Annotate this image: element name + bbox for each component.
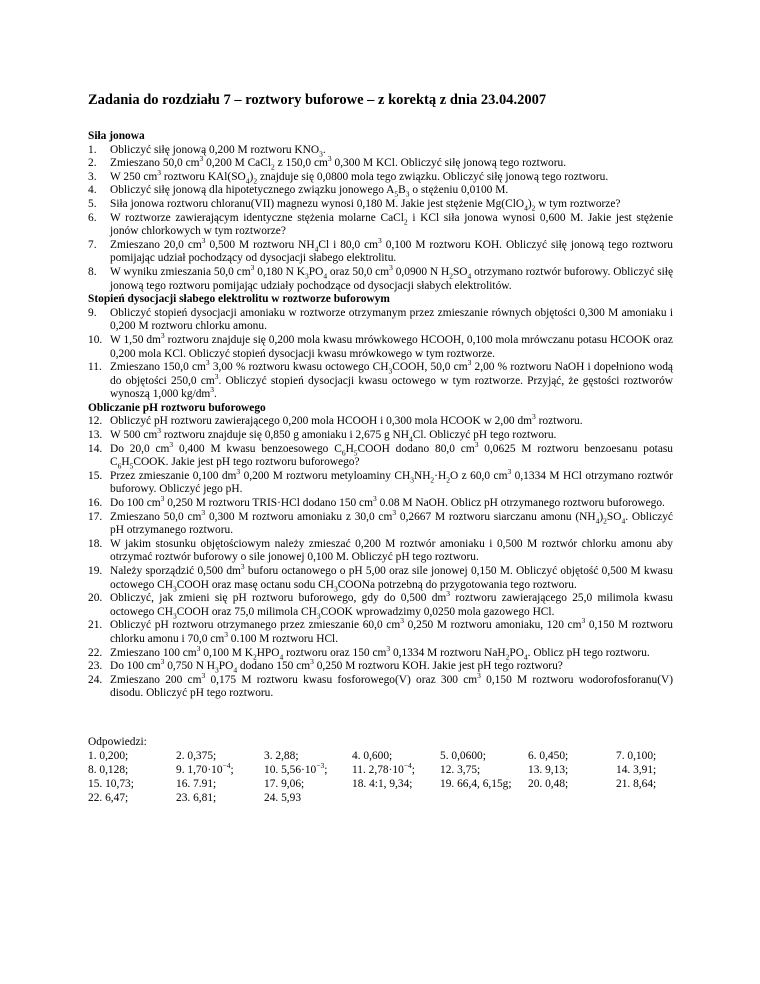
task-number: 13. — [88, 429, 103, 442]
task-item — [88, 198, 673, 212]
answer-item: 17. 9,06; — [264, 777, 305, 790]
task-text: Zmieszano 200 $cm^3$ 0,175 M roztworu kwasu fosforowego(V) oraz 300 $cm^3$ 0,150 M roztworu wodorofosforanu(V) disodu. Obliczyć pH tego roztworu. — [110, 670, 674, 700]
task-number: 14. — [88, 442, 103, 455]
task-number: 22. — [88, 646, 103, 659]
task-item — [88, 144, 673, 158]
answer-item: 22. 6,47; — [88, 791, 129, 804]
task-sections — [88, 130, 673, 701]
task-item — [88, 263, 674, 293]
task-number: 10. — [88, 333, 103, 346]
task-number: 11. — [88, 361, 102, 374]
task-number: 3. — [88, 170, 97, 183]
answer-item: 8. 0,128; — [88, 763, 129, 776]
task-text: W wyniku zmieszania 50,0 $cm^3$ 0,180 N $K_3PO_4$ oraz 50,0 $cm^3$ 0,0900 N $H_2SO_4$ otrzymano roztwór buforowy. Obliczyć siłę jonową tego roztworu pomijając udziały pochodzące od dysocjacji słabych elektrolitów. — [110, 263, 674, 292]
task-item — [88, 307, 673, 334]
task-number: 1. — [88, 143, 97, 156]
task-text: W 1,50 $dm^3$ roztworu znajduje się 0,200 mola kwasu mrówkowego HCOOH, 0,100 mola mrówczanu potasu HCOOK oraz 0,200 mola KCl. Obliczyć stopień dysocjacji kwasu mrówkowego w tym roztworze. — [110, 331, 673, 360]
task-text: Zmieszano 50,0 $cm^3$ 0,200 M CaCl$_2$ z 150,0 $cm^3$ 0,300 M KCl. Obliczyć siłę jonową tego roztworu. — [110, 154, 567, 172]
task-text: Należy sporządzić 0,500 $dm^3$ buforu octanowego o pH 5,00 oraz sile jonowej 0,150 M. Obliczyć objętość 0,500 M kwasu octowego $CH_3COOH$ oraz masę octanu sodu $CH_3COONa$ potrzebną do przygotowania tego roztworu. — [110, 562, 673, 593]
task-text: Przez zmieszanie 0,100 $dm^3$ 0,200 M roztworu metyloaminy $CH_3NH_2\cdot H_2O$ z 60,0 $cm^3$ 0,1334 M HCl otrzymano roztwór buforowy. Obliczyć jego pH. — [110, 467, 673, 496]
task-number: 12. — [88, 415, 103, 428]
task-item — [88, 184, 673, 198]
answer-item: 12. 3,75; — [440, 763, 481, 776]
task-item — [88, 643, 673, 661]
task-number: 4. — [88, 184, 97, 197]
task-text: W roztworze zawierającym identyczne stężenia molarne CaCl$_2$ i KCl siła jonowa wynosi 0,600 M. Jakie jest stężenie jonów chlorkowych w tym roztworze? — [110, 211, 673, 238]
answer-item: 4. 0,600; — [352, 749, 393, 762]
task-item — [88, 154, 673, 172]
task-item — [88, 331, 673, 361]
task-item — [88, 426, 673, 444]
task-text: W 500 $cm^3$ roztworu znajduje się 0,850 g amoniaku i 2,675 g $NH_4Cl$. Obliczyć pH tego roztworu. — [110, 426, 557, 444]
task-number: 21. — [88, 619, 103, 632]
task-number: 19. — [88, 565, 103, 577]
answer-item: 18. 4:1, 9,34; — [352, 777, 413, 790]
task-item — [88, 657, 673, 675]
task-item — [88, 538, 673, 565]
task-item — [88, 235, 673, 266]
task-number: 24. — [88, 673, 103, 686]
task-text: Zmieszano 150,0 $cm^3$ 3,00 % roztworu kwasu octowego $CH_3COOH$, 50,0 $cm^3$ 2,00 % roztworu NaOH i dopełniono wodą do objętości 250,0 $cm^3$. Obliczyć stopień dysocjacji kwasu octowego w tym roztworze. Przyjąć, że gęstości roztworów wynoszą 1,000 $kg/dm^3$. — [110, 358, 673, 401]
task-item — [88, 412, 673, 429]
answer-item: 19. 66,4, 6,15g; — [440, 777, 512, 790]
answer-item: 5. 0,0600; — [440, 749, 486, 762]
answer-item: 1. 0,200; — [88, 749, 129, 762]
task-item — [88, 439, 673, 471]
answer-item: 11. $2,78\cdot 10^{-4}$; — [352, 761, 415, 776]
task-number: 23. — [88, 660, 103, 673]
task-text: Zmieszano 50,0 $cm^3$ 0,300 M roztworu amoniaku z 30,0 $cm^3$ 0,2667 M roztworu siarczanu amonu $(NH_4)_2SO_4$. Obliczyć pH otrzymanego roztworu. — [110, 507, 673, 537]
task-item — [88, 616, 674, 646]
answer-item: 10. $5,56\cdot 10^{-3}$; — [264, 761, 328, 776]
section-heading: Obliczanie pH roztworu buforowego — [88, 401, 266, 414]
section-heading: Siła jonowa — [88, 130, 145, 142]
task-text: Obliczyć stopień dysocjacji amoniaku w roztworze otrzymanym przez zmieszanie równych objętości 0,300 M amoniaku i 0,200 M roztworu chlorku amonu. — [110, 306, 673, 333]
answer-item: 23. 6,81; — [176, 791, 217, 804]
answer-item: 3. 2,88; — [264, 749, 299, 762]
task-text: Obliczyć, jak zmieni się pH roztworu buforowego, gdy do 0,500 $dm^3$ roztworu zawierającego 25,0 milimola kwasu octowego $CH_3COOH$ oraz 75,0 milimola $CH_3COOK$ wprowadzimy 0,0250 mola gazowego HCl. — [110, 589, 674, 621]
task-text: Obliczyć pH roztworu zawierającego 0,200 mola HCOOH i 0,300 mola HCOOK w 2,00 $dm^3$ roztworu. — [110, 412, 583, 428]
section-heading: Stopień dysocjacji słabego elektrolitu w roztworze buforowym — [88, 293, 390, 306]
task-text: W jakim stosunku objętościowym należy zmieszać 0,200 M roztwór amoniaku i 0,500 M roztwór chlorku amonu aby otrzymać roztwór buforowy o sile jonowej 0,100 M. Obliczyć pH tego roztworu. — [110, 537, 673, 564]
answer-item: 9. $1,70\cdot 10^{-4}$; — [176, 761, 234, 776]
task-number: 18. — [88, 537, 103, 550]
task-number: 8. — [88, 265, 97, 278]
task-text: Obliczyć pH roztworu otrzymanego przez zmieszanie 60,0 $cm^3$ 0,250 M roztworu amoniaku, 120 $cm^3$ 0,150 M roztworu chlorku amonu i 70,0 $cm^3$ 0.100 M roztworu HCl. — [110, 616, 674, 645]
task-text: Zmieszano 100 $cm^3$ 0,100 M $K_2HPO_4$ roztworu oraz 150 $cm^3$ 0,1334 M roztworu $NaH_2PO_4$. Oblicz pH tego roztworu. — [110, 643, 650, 661]
task-text: Obliczyć siłę jonową dla hipotetycznego związku jonowego $A_5B_3$ o stężeniu 0,0100 M. — [110, 184, 509, 199]
answer-item: 16. 7.91; — [176, 777, 217, 790]
task-number: 16. — [88, 497, 103, 510]
task-item — [88, 507, 673, 538]
task-item — [88, 167, 673, 186]
answer-item: 21. 8,64; — [616, 777, 657, 790]
page-title: Zadania do rozdziału 7 – roztwory buforowe – z korektą z dnia 23.04.2007 — [88, 92, 547, 108]
task-item — [88, 562, 673, 593]
task-number: 17. — [88, 510, 103, 523]
task-number: 9. — [88, 306, 97, 319]
task-text: W 250 $cm^3$ roztworu $KAl(SO_4)_2$ znajduje się 0,0800 mola tego związku. Obliczyć siłę jonową tego roztworu. — [110, 167, 609, 186]
task-item — [88, 358, 673, 402]
task-item — [88, 494, 673, 511]
answer-item: 6. 0,450; — [528, 749, 569, 762]
answer-item: 2. 0,375; — [176, 749, 217, 762]
task-text: Do 20,0 $cm^3$ 0,400 M kwasu benzoesowego $C_6H_5COOH$ dodano 80,0 $cm^3$ 0,0625 M roztworu benzoesanu potasu $C_6H_5COOK$. Jakie jest pH tego roztworu buforowego? — [110, 439, 673, 471]
task-text: Do 100 $cm^3$ 0,250 M roztworu TRIS·HCl dodano 150 $cm^3$ 0.08 M NaOH. Oblicz pH otrzymanego roztworu buforowego. — [110, 494, 665, 510]
answer-item: 13. 9,13; — [528, 763, 569, 776]
task-text: Zmieszano 20,0 $cm^3$ 0,500 M roztworu $NH_4Cl$ i 80,0 $cm^3$ 0,100 M roztworu KOH. Obliczyć siłę jonową tego roztworu pomijając udział pochodzący od dysocjacji słabego elektrolitu. — [110, 235, 673, 265]
task-item — [88, 670, 674, 701]
answer-item: 20. 0,48; — [528, 777, 569, 790]
answer-item: 14. 3,91; — [616, 763, 657, 776]
task-number: 6. — [88, 211, 97, 224]
answer-item: 15. 10,73; — [88, 777, 134, 790]
task-item — [88, 467, 673, 497]
task-item — [88, 212, 673, 239]
answers-heading: Odpowiedzi: — [88, 735, 147, 748]
answers-grid — [88, 749, 673, 805]
task-number: 2. — [88, 157, 97, 170]
answer-item: 7. 0,100; — [616, 749, 657, 762]
task-text: Obliczyć siłę jonową 0,200 M roztworu $KNO_3$. — [110, 143, 326, 158]
task-text: Do 100 $cm^3$ 0,750 N $H_3PO_4$ dodano 150 $cm^3$ 0,250 M roztworu KOH. Jakie jest pH tego roztworu? — [110, 657, 563, 675]
task-number: 5. — [88, 197, 97, 210]
task-text: Siła jonowa roztworu chloranu(VII) magnezu wynosi 0,180 M. Jakie jest stężenie $Mg(ClO_4)_2$ w tym roztworze? — [110, 197, 621, 213]
document-page — [88, 92, 673, 805]
answer-item: 24. 5,93 — [264, 791, 302, 804]
task-item — [88, 589, 674, 621]
task-number: 7. — [88, 238, 97, 251]
task-number: 15. — [88, 469, 103, 482]
task-number: 20. — [88, 592, 103, 605]
